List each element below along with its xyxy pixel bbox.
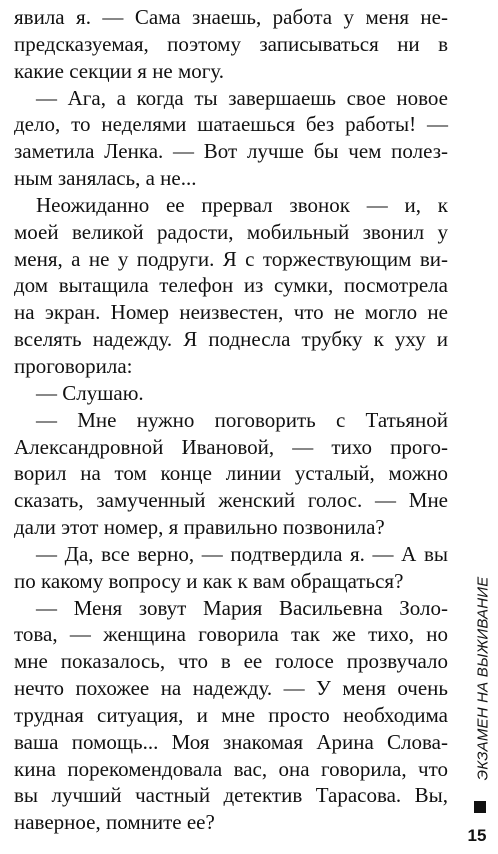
text-line: дом вытащила телефон из сумки, посмотрела (14, 273, 448, 298)
running-title-text: ЭКЗАМЕН НА ВЫЖИВАНИЕ (474, 576, 492, 780)
page-number: 15 (467, 826, 487, 845)
text-line: проговорила: (14, 353, 133, 378)
text-line: вселять надежду. Я поднесла трубку к уху и (14, 327, 448, 352)
text-line: дали этот номер, я правильно позвонила? (14, 515, 385, 540)
text-line: — Мне нужно поговорить с Татьяной (36, 407, 448, 432)
text-line: предсказуемая, поэтому записываться ни в (14, 31, 448, 56)
text-line: ваша помощь... Моя знакомая Арина Слова- (14, 729, 448, 754)
text-line: Александровной Ивановой, — тихо прого- (14, 434, 448, 459)
text-line: мне показалось, что в ее голосе прозвучало (14, 649, 448, 674)
text-line: — Ага, а когда ты завершаешь свое новое (36, 85, 448, 110)
text-line: дело, то неделями шатаешься без работы! — (14, 112, 448, 137)
text-line: трудная ситуация, и мне просто необходима (14, 702, 448, 727)
text-line: нечто похожее на надежду. — У меня очень (14, 676, 448, 701)
text-line: на экран. Номер неизвестен, что не могло не (14, 300, 448, 325)
text-line: Неожиданно ее прервал звонок — и, к (36, 192, 448, 217)
text-line: явила я. — Сама знаешь, работа у меня не- (14, 5, 448, 29)
text-line: сказать, замученный женский голос. — Мне (14, 488, 448, 513)
body-text (14, 4, 448, 836)
text-line: заметила Ленка. — Вот лучше бы чем полез- (14, 139, 448, 164)
text-line: наверное, помните ее? (14, 810, 215, 835)
text-line: вы лучший частный детектив Тарасова. Вы, (14, 783, 448, 808)
square-marker-icon (474, 801, 486, 813)
text-line: ворил на том конце линии усталый, можно (14, 461, 448, 486)
text-line: — Слушаю. (36, 380, 144, 405)
text-line: кина порекомендовала вас, она говорила, что (14, 756, 448, 781)
text-line: какие секции я не могу. (14, 58, 225, 83)
text-line: ным занялась, а не... (14, 166, 197, 191)
text-line: по какому вопросу и как к вам обращаться? (14, 568, 404, 593)
text-line: меня, а не у подруги. Я с торжествующим ви- (14, 246, 448, 271)
text-line: това, — женщина говорила так же тихо, но (14, 622, 448, 647)
running-title (470, 558, 496, 798)
text-line: — Меня зовут Мария Васильевна Золо- (36, 595, 448, 620)
text-line: — Да, все верно, — подтвердила я. — А вы (36, 541, 448, 566)
text-line: моей великой радости, мобильный звонил у (14, 219, 448, 244)
